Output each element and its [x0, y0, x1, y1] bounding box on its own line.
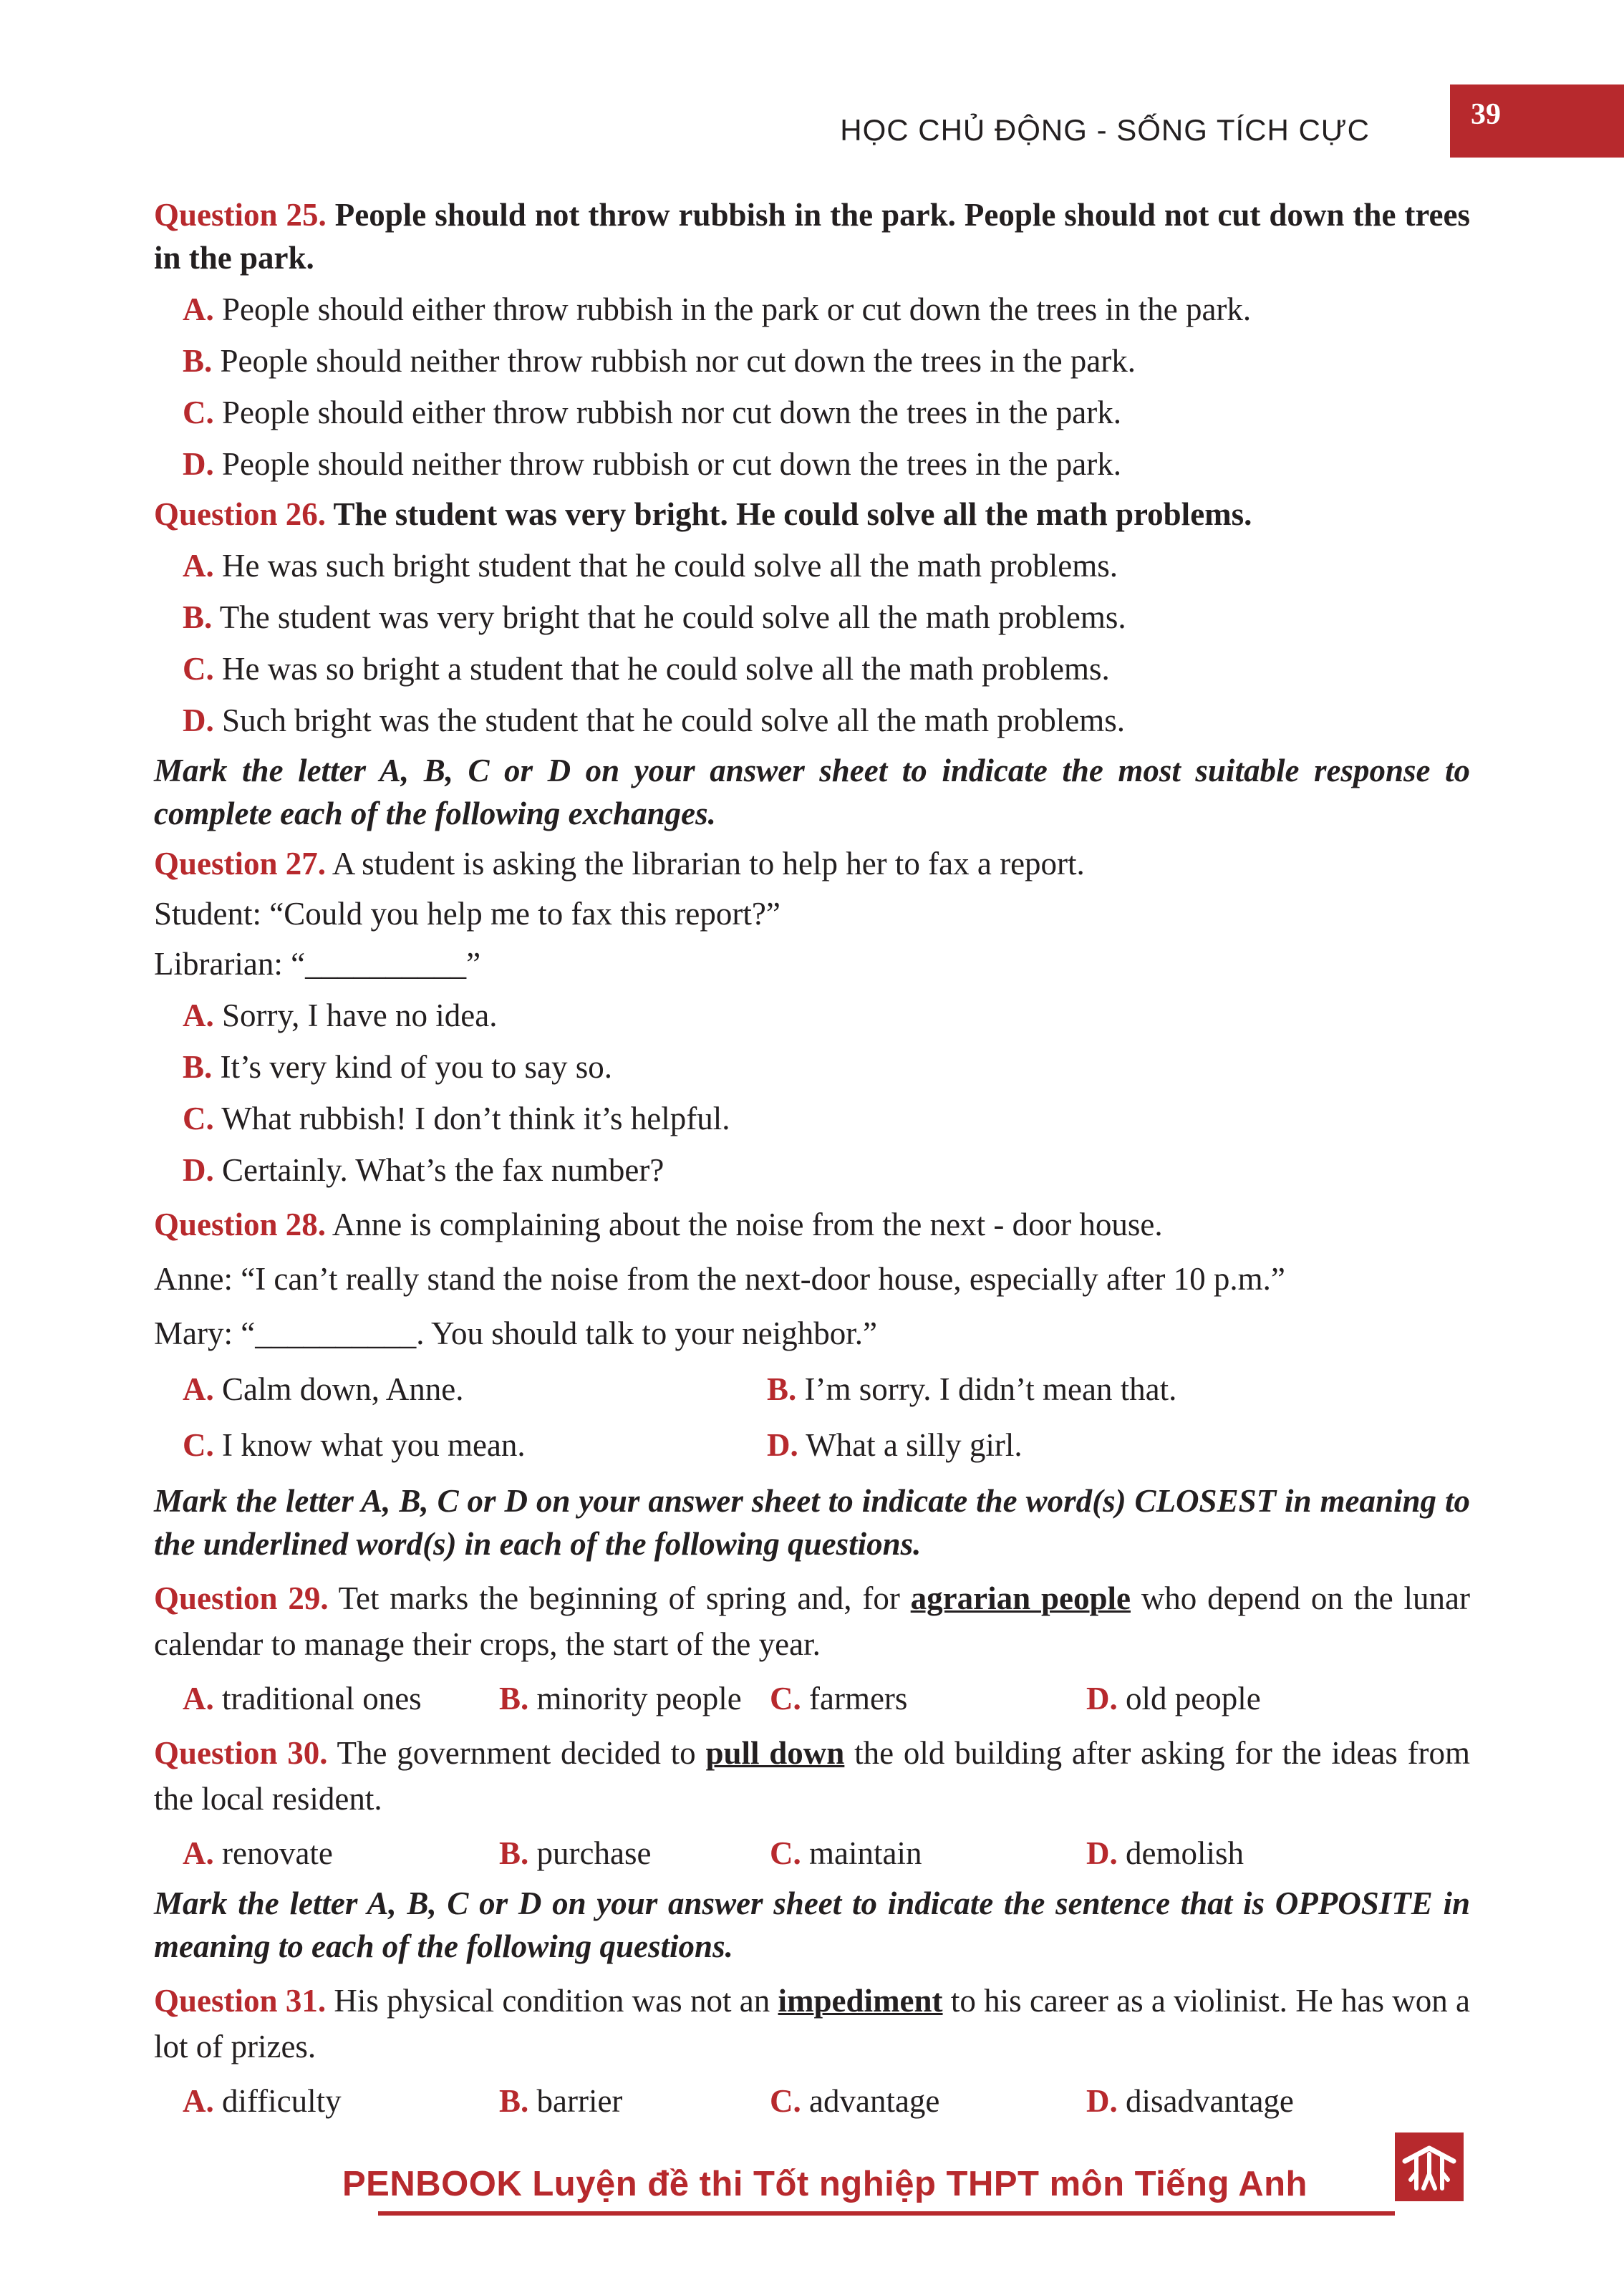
- option-letter: D.: [1086, 2083, 1118, 2119]
- option-text: Sorry, I have no idea.: [222, 998, 498, 1033]
- option-letter: D.: [1086, 1681, 1118, 1716]
- page-number-tab: [1450, 84, 1624, 158]
- option-text: Certainly. What’s the fax number?: [222, 1152, 664, 1188]
- question-label: Question 26.: [154, 496, 327, 532]
- options-row: [154, 1677, 1470, 1720]
- option-text: People should either throw rubbish nor cut down the trees in the park.: [222, 395, 1121, 430]
- option-text: old people: [1126, 1681, 1261, 1716]
- option-text: disadvantage: [1126, 2083, 1294, 2119]
- question-text: People should not throw rubbish in the park. People should not cut down the trees in the park.: [154, 197, 1471, 276]
- option-b: [767, 1368, 1176, 1411]
- option-letter: A.: [183, 998, 214, 1033]
- question-25: [154, 193, 1470, 279]
- instruction-closest: Mark the letter A, B, C or D on your answer sheet to indicate the word(s) CLOSEST in meaning to the underlined word(s) in each of the following questions.: [154, 1483, 1470, 1562]
- option-letter: B.: [499, 2083, 529, 2119]
- option-d: [154, 443, 1470, 486]
- option-letter: D.: [767, 1427, 798, 1463]
- question-label: Question 31.: [154, 1983, 327, 2019]
- option-text: difficulty: [222, 2083, 342, 2119]
- option-a: [183, 2080, 499, 2122]
- option-text: People should either throw rubbish in the park or cut down the trees in the park.: [222, 291, 1252, 327]
- option-letter: A.: [183, 1681, 214, 1716]
- option-letter: C.: [770, 1835, 801, 1871]
- option-letter: C.: [183, 651, 214, 687]
- dialogue-line-anne: Anne: “I can’t really stand the noise from the next-door house, especially after 10 p.m.”: [154, 1261, 1285, 1297]
- option-text: What a silly girl.: [806, 1427, 1023, 1463]
- question-label: Question 30.: [154, 1735, 328, 1771]
- option-d: [1086, 1677, 1373, 1720]
- option-letter: C.: [183, 1101, 214, 1136]
- question-text-before: The government decided to: [337, 1735, 696, 1771]
- option-text: farmers: [809, 1681, 908, 1716]
- footer-title: PENBOOK Luyện đề thi Tốt nghiệp THPT môn Tiếng Anh: [342, 2165, 1308, 2203]
- option-a: [183, 1832, 499, 1875]
- options-row: [154, 1368, 1470, 1411]
- option-letter: A.: [183, 1835, 214, 1871]
- question-label: Question 29.: [154, 1580, 329, 1616]
- option-c: [154, 391, 1470, 434]
- question-label: Question 25.: [154, 197, 327, 233]
- option-text: He was so bright a student that he could solve all the math problems.: [222, 651, 1110, 687]
- option-d: [154, 1149, 1470, 1192]
- option-text: demolish: [1126, 1835, 1244, 1871]
- question-31: [154, 1978, 1470, 2069]
- page-content: [154, 193, 1470, 2122]
- option-c: [154, 647, 1470, 690]
- options-row: [154, 1424, 1470, 1467]
- option-a: [154, 994, 1470, 1037]
- option-letter: A.: [183, 291, 214, 327]
- option-text: He was such bright student that he could solve all the math problems.: [222, 548, 1118, 584]
- option-d: [154, 699, 1470, 742]
- option-c: [770, 2080, 1086, 2122]
- options-row: [154, 1832, 1470, 1875]
- option-d: [767, 1424, 1023, 1467]
- book-logo-icon: [1395, 2132, 1464, 2201]
- option-b: [499, 1832, 770, 1875]
- option-text: I know what you mean.: [222, 1427, 526, 1463]
- option-text: maintain: [809, 1835, 922, 1871]
- option-text: purchase: [536, 1835, 652, 1871]
- book-logo-icon-svg: [1395, 2132, 1464, 2201]
- option-d: [1086, 1832, 1373, 1875]
- option-text: I’m sorry. I didn’t mean that.: [804, 1371, 1177, 1407]
- option-text: People should neither throw rubbish or cut down the trees in the park.: [222, 446, 1121, 482]
- option-letter: C.: [770, 1681, 801, 1716]
- option-d: [1086, 2080, 1373, 2122]
- question-label: Question 27.: [154, 846, 327, 881]
- question-27: [154, 842, 1470, 885]
- option-letter: B.: [183, 1049, 213, 1085]
- option-letter: D.: [183, 1152, 214, 1188]
- header-title: HỌC CHỦ ĐỘNG - SỐNG TÍCH CỰC: [840, 113, 1370, 147]
- option-b: [154, 1045, 1470, 1088]
- question-28: [154, 1203, 1470, 1246]
- option-a: [183, 1677, 499, 1720]
- instruction-exchanges: Mark the letter A, B, C or D on your answer sheet to indicate the most suitable response to complete each of the following exchanges.: [154, 753, 1470, 831]
- question-text: Anne is complaining about the noise from the next - door house.: [332, 1207, 1163, 1242]
- option-a: [183, 1368, 767, 1411]
- option-text: traditional ones: [222, 1681, 422, 1716]
- option-a: [154, 288, 1470, 331]
- option-letter: D.: [183, 702, 214, 738]
- option-text: What rubbish! I don’t think it’s helpful.: [221, 1101, 730, 1136]
- question-text: The student was very bright. He could solve all the math problems.: [333, 496, 1252, 532]
- dialogue-line-student: Student: “Could you help me to fax this report?”: [154, 896, 780, 932]
- question-text-after: to his career as a violinist. He has won a lot of prizes.: [154, 1983, 1471, 2064]
- option-letter: A.: [183, 548, 214, 584]
- option-letter: D.: [183, 446, 214, 482]
- option-letter: C.: [183, 395, 214, 430]
- dialogue-line-mary: Mary: “__________. You should talk to your neighbor.”: [154, 1315, 877, 1351]
- option-letter: B.: [767, 1371, 797, 1407]
- option-letter: B.: [183, 599, 213, 635]
- underlined-word: agrarian people: [910, 1580, 1131, 1616]
- option-letter: C.: [183, 1427, 214, 1463]
- question-30: [154, 1730, 1470, 1822]
- option-letter: C.: [770, 2083, 801, 2119]
- question-text-after: who depend on the lunar calendar to manage their crops, the start of the year.: [154, 1580, 1470, 1662]
- option-text: advantage: [809, 2083, 940, 2119]
- question-26: [154, 493, 1470, 536]
- option-c: [770, 1677, 1086, 1720]
- option-text: renovate: [222, 1835, 333, 1871]
- option-text: Such bright was the student that he could solve all the math problems.: [222, 702, 1126, 738]
- option-c: [154, 1097, 1470, 1140]
- option-text: People should neither throw rubbish nor cut down the trees in the park.: [220, 343, 1136, 379]
- page-number: 39: [1471, 98, 1501, 131]
- option-c: [770, 1832, 1086, 1875]
- option-text: barrier: [536, 2083, 623, 2119]
- option-text: It’s very kind of you to say so.: [220, 1049, 612, 1085]
- option-a: [154, 544, 1470, 587]
- option-letter: B.: [183, 343, 213, 379]
- question-text-before: His physical condition was not an: [334, 1983, 770, 2019]
- option-letter: A.: [183, 1371, 214, 1407]
- option-b: [499, 1677, 770, 1720]
- question-29: [154, 1575, 1470, 1667]
- option-letter: B.: [499, 1681, 529, 1716]
- options-row: [154, 2080, 1470, 2122]
- option-letter: D.: [1086, 1835, 1118, 1871]
- dialogue-line-librarian: Librarian: “__________”: [154, 946, 481, 982]
- question-text-after: the old building after asking for the ideas from the local resident.: [154, 1735, 1471, 1817]
- option-text: The student was very bright that he could solve all the math problems.: [219, 599, 1126, 635]
- question-label: Question 28.: [154, 1207, 327, 1242]
- option-letter: A.: [183, 2083, 214, 2119]
- underlined-word: pull down: [705, 1735, 845, 1771]
- footer-underline: [378, 2211, 1395, 2216]
- option-text: minority people: [536, 1681, 742, 1716]
- question-text-before: Tet marks the beginning of spring and, for: [338, 1580, 900, 1616]
- option-b: [154, 596, 1470, 639]
- question-text: A student is asking the librarian to help her to fax a report.: [332, 846, 1085, 881]
- instruction-opposite: Mark the letter A, B, C or D on your answer sheet to indicate the sentence that is OPPOSITE in meaning to each of the following questions.: [154, 1885, 1470, 1964]
- option-text: Calm down, Anne.: [222, 1371, 464, 1407]
- option-c: [183, 1424, 767, 1467]
- option-letter: B.: [499, 1835, 529, 1871]
- underlined-word: impediment: [778, 1983, 943, 2019]
- option-b: [154, 339, 1470, 382]
- option-b: [499, 2080, 770, 2122]
